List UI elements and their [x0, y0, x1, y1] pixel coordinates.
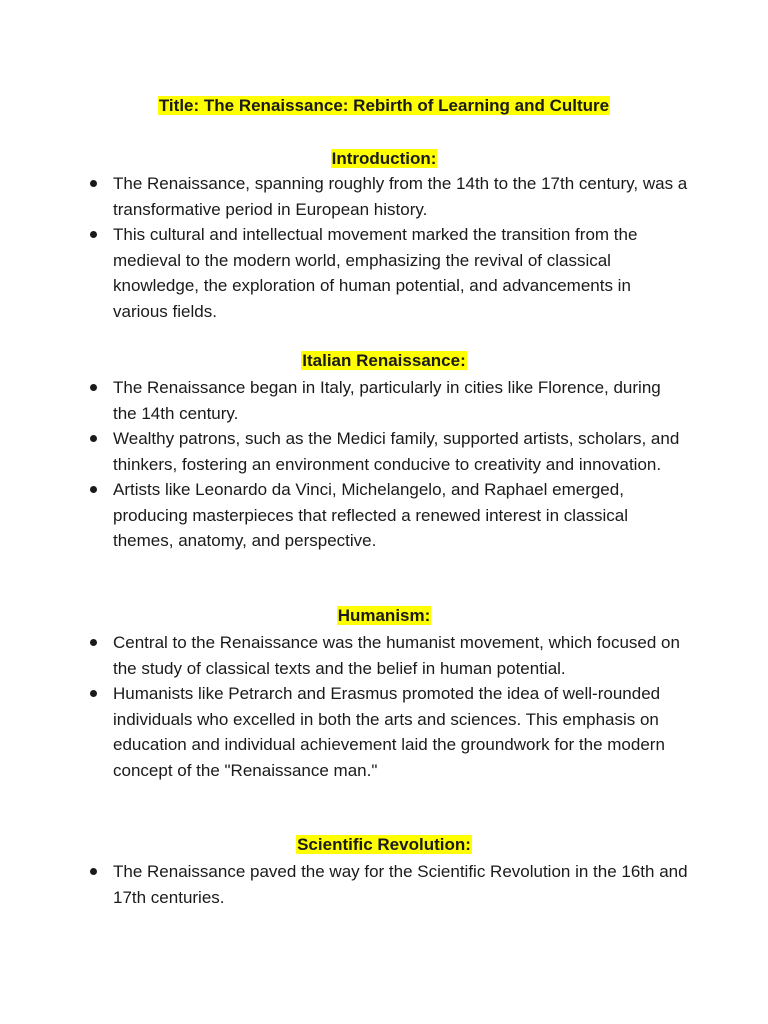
document-title — [0, 94, 768, 118]
bullet-icon — [90, 639, 97, 646]
list-item-text: The Renaissance began in Italy, particularly in cities like Florence, during the 14th century. — [113, 378, 661, 423]
section-heading-italian-renaissance — [0, 349, 768, 373]
list-item-text: Wealthy patrons, such as the Medici family, supported artists, scholars, and thinkers, fostering an environment conducive to creativity and innovation. — [113, 429, 680, 474]
section-list-italian-renaissance — [88, 375, 688, 554]
section-heading-text: Humanism: — [337, 606, 431, 625]
list-item — [88, 630, 688, 681]
list-item-text: The Renaissance paved the way for the Scientific Revolution in the 16th and 17th centuries. — [113, 862, 688, 907]
list-item — [88, 222, 688, 324]
section-heading-scientific-revolution — [0, 833, 768, 857]
bullet-icon — [90, 180, 97, 187]
section-list-scientific-revolution — [88, 859, 688, 910]
section-heading-humanism — [0, 604, 768, 628]
list-item-text: The Renaissance, spanning roughly from the 14th to the 17th century, was a transformative period in European history. — [113, 174, 688, 219]
list-item-text: Artists like Leonardo da Vinci, Michelangelo, and Raphael emerged, producing masterpieces that reflected a renewed interest in classical themes, anatomy, and perspective. — [113, 480, 628, 550]
list-item — [88, 171, 688, 222]
list-item — [88, 859, 688, 910]
section-heading-text: Italian Renaissance: — [302, 351, 466, 370]
bullet-icon — [90, 486, 97, 493]
section-heading-text: Introduction: — [331, 149, 437, 168]
list-item — [88, 375, 688, 426]
bullet-icon — [90, 231, 97, 238]
section-heading-introduction — [0, 147, 768, 171]
list-item — [88, 681, 688, 783]
list-item-text: This cultural and intellectual movement marked the transition from the medieval to the modern world, emphasizing the revival of classical knowledge, the exploration of human potential, and advancements in various fields. — [113, 225, 638, 321]
list-item-text: Humanists like Petrarch and Erasmus promoted the idea of well-rounded individuals who excelled in both the arts and sciences. This emphasis on education and individual achievement laid the groundwork for the modern concept of the "Renaissance man." — [113, 684, 665, 780]
list-item-text: Central to the Renaissance was the humanist movement, which focused on the study of classical texts and the belief in human potential. — [113, 633, 680, 678]
bullet-icon — [90, 690, 97, 697]
document-title-text: Title: The Renaissance: Rebirth of Learning and Culture — [158, 96, 610, 115]
bullet-icon — [90, 384, 97, 391]
section-heading-text: Scientific Revolution: — [297, 835, 471, 854]
list-item — [88, 477, 688, 554]
section-list-introduction — [88, 171, 688, 324]
bullet-icon — [90, 435, 97, 442]
list-item — [88, 426, 688, 477]
section-list-humanism — [88, 630, 688, 783]
bullet-icon — [90, 868, 97, 875]
